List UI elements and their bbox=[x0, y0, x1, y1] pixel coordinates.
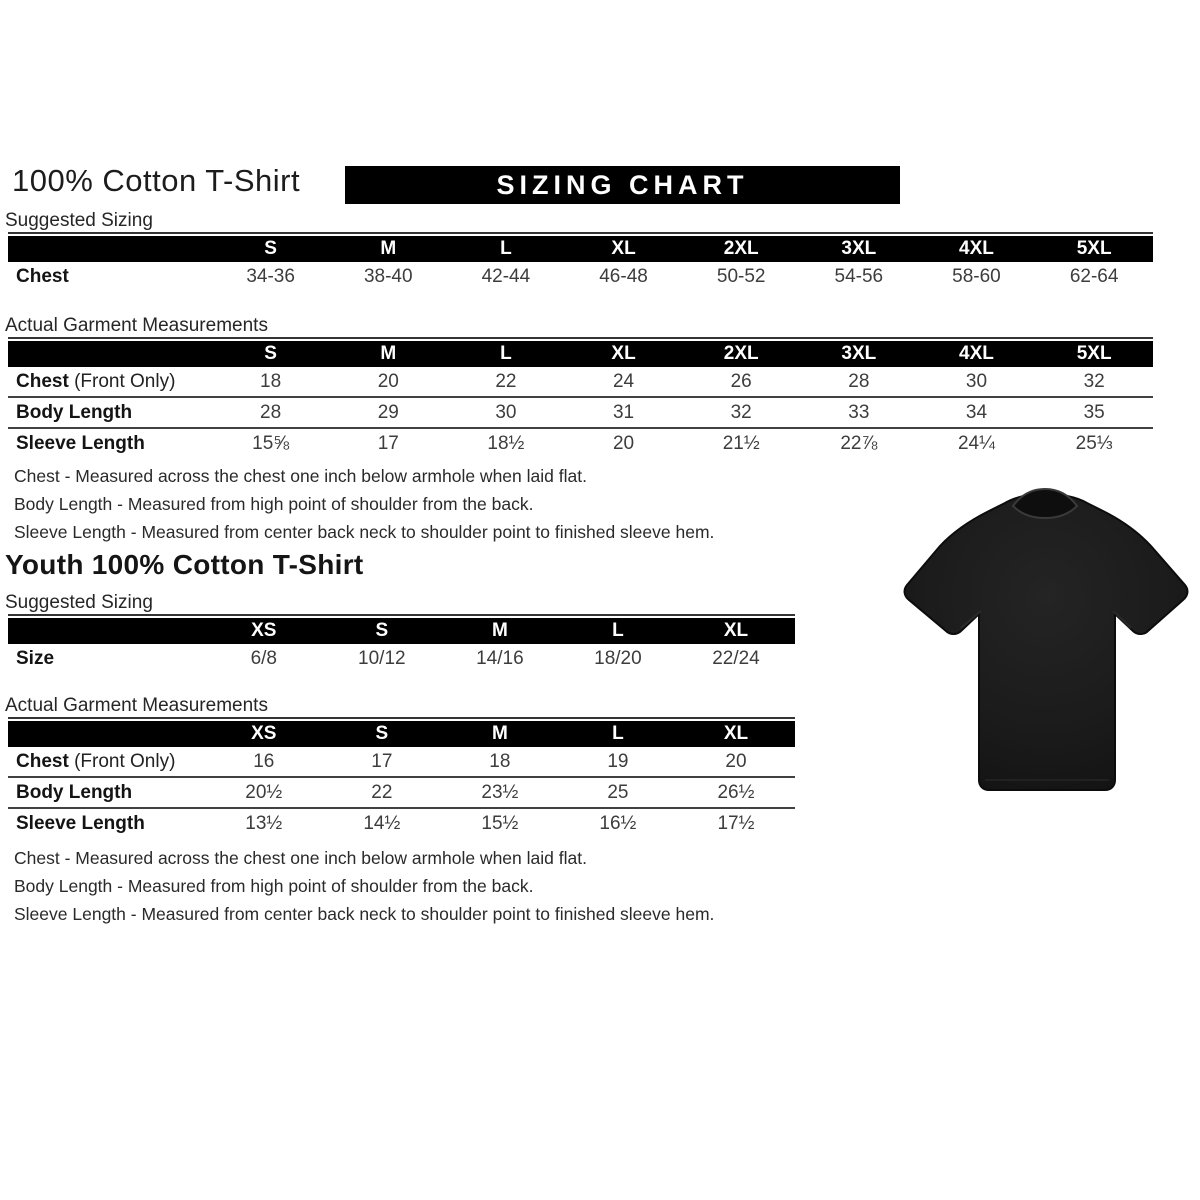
cell-value: 22 bbox=[495, 370, 517, 392]
column-header: XS bbox=[205, 721, 323, 747]
cell-value: 22/24 bbox=[712, 647, 760, 669]
cell-value: 26½ bbox=[717, 781, 755, 803]
column-header: S bbox=[323, 618, 441, 644]
black-tshirt-image bbox=[893, 480, 1198, 807]
sizing-table bbox=[8, 721, 795, 838]
adult-section-title: 100% Cotton T-Shirt bbox=[12, 163, 301, 198]
cell-value: 26 bbox=[730, 370, 752, 392]
column-header: XS bbox=[205, 618, 323, 644]
cell-value: 19 bbox=[607, 750, 629, 772]
cell-value: 32 bbox=[730, 401, 752, 423]
cell-value: 17½ bbox=[717, 812, 755, 834]
table-row bbox=[8, 367, 1153, 397]
table-row bbox=[8, 777, 795, 808]
column-header: M bbox=[329, 236, 447, 262]
adult-actual-measurements-label: Actual Garment Measurements bbox=[5, 315, 268, 336]
header-row bbox=[8, 341, 1153, 367]
note-line: Chest - Measured across the chest one inch below armhole when laid flat. bbox=[14, 466, 587, 486]
youth-measurement-notes bbox=[14, 844, 714, 928]
cell-value: 10/12 bbox=[358, 647, 406, 669]
sizing-chart-banner bbox=[345, 166, 900, 204]
cell-value: 42-44 bbox=[481, 265, 531, 287]
row-label: Chest (Front Only) bbox=[16, 370, 176, 392]
tshirt-collar bbox=[1013, 489, 1077, 518]
header-label-spacer bbox=[8, 721, 205, 747]
table-row bbox=[8, 747, 795, 777]
column-header: L bbox=[447, 236, 565, 262]
cell-value: 33 bbox=[848, 401, 870, 423]
sizing-chart-banner-label: SIZING CHART bbox=[496, 169, 749, 200]
column-header: L bbox=[447, 341, 565, 367]
cell-value: 16½ bbox=[599, 812, 637, 834]
rule-under-adult-suggested-label bbox=[8, 232, 1153, 234]
table-row bbox=[8, 428, 1153, 458]
table-row bbox=[8, 808, 795, 838]
header-row bbox=[8, 236, 1153, 262]
cell-value: 34-36 bbox=[246, 265, 295, 287]
header-row bbox=[8, 618, 795, 644]
column-header: XL bbox=[677, 618, 795, 644]
table-row bbox=[8, 262, 1153, 291]
cell-value: 30 bbox=[495, 401, 517, 423]
cell-value: 21½ bbox=[722, 432, 760, 454]
row-label: Sleeve Length bbox=[16, 432, 145, 454]
cell-value: 23½ bbox=[481, 781, 519, 803]
note-line: Chest - Measured across the chest one inch below armhole when laid flat. bbox=[14, 848, 587, 868]
column-header: L bbox=[559, 618, 677, 644]
column-header: XL bbox=[677, 721, 795, 747]
cell-value: 18 bbox=[489, 750, 511, 772]
row-label: Sleeve Length bbox=[16, 812, 145, 834]
cell-value: 13½ bbox=[245, 812, 283, 834]
column-header: 3XL bbox=[800, 341, 918, 367]
cell-value: 32 bbox=[1083, 370, 1105, 392]
adult-measurement-notes bbox=[14, 462, 714, 546]
cell-value: 18 bbox=[260, 370, 282, 392]
column-header: M bbox=[441, 721, 559, 747]
cell-value: 6/8 bbox=[250, 647, 277, 669]
cell-value: 35 bbox=[1083, 401, 1105, 423]
cell-value: 17 bbox=[377, 432, 399, 454]
column-header: 3XL bbox=[800, 236, 918, 262]
sizing-table bbox=[8, 618, 795, 673]
cell-value: 20 bbox=[725, 750, 747, 772]
cell-value: 16 bbox=[253, 750, 275, 772]
note-line: Sleeve Length - Measured from center back neck to shoulder point to finished sleeve hem. bbox=[14, 522, 715, 542]
cell-value: 28 bbox=[260, 401, 282, 423]
column-header: 4XL bbox=[918, 236, 1036, 262]
cell-value: 17 bbox=[371, 750, 393, 772]
cell-value: 58-60 bbox=[952, 265, 1001, 287]
cell-value: 28 bbox=[848, 370, 870, 392]
column-header: XL bbox=[565, 341, 683, 367]
adult-suggested-sizing-table bbox=[8, 236, 1153, 291]
cell-value: 18/20 bbox=[594, 647, 642, 669]
row-label: Body Length bbox=[16, 401, 133, 423]
cell-value: 31 bbox=[612, 401, 635, 423]
cell-value: 30 bbox=[965, 370, 988, 392]
column-header: S bbox=[212, 341, 330, 367]
cell-value: 29 bbox=[377, 401, 399, 423]
header-label-spacer bbox=[8, 341, 212, 367]
column-header: M bbox=[441, 618, 559, 644]
cell-value: 18½ bbox=[487, 432, 525, 454]
youth-section-title: Youth 100% Cotton T-Shirt bbox=[5, 549, 364, 580]
cell-value: 25⅓ bbox=[1075, 432, 1113, 454]
sizing-table bbox=[8, 236, 1153, 291]
row-label: Size bbox=[16, 647, 55, 669]
black-tshirt-vector bbox=[893, 480, 1198, 807]
youth-actual-measurements-label: Actual Garment Measurements bbox=[5, 695, 268, 716]
rule-under-youth-suggested-label bbox=[8, 614, 795, 616]
sizing-table bbox=[8, 341, 1153, 458]
column-header: XL bbox=[565, 236, 683, 262]
column-header: S bbox=[323, 721, 441, 747]
column-header: 2XL bbox=[682, 236, 800, 262]
tshirt-body bbox=[905, 494, 1188, 790]
cell-value: 24¼ bbox=[957, 432, 995, 454]
note-line: Body Length - Measured from high point of shoulder from the back. bbox=[14, 876, 534, 896]
cell-value: 22⅞ bbox=[840, 432, 878, 454]
row-label: Chest bbox=[16, 265, 69, 287]
cell-value: 50-52 bbox=[716, 265, 766, 287]
youth-actual-measurements-table bbox=[8, 721, 795, 838]
table-row bbox=[8, 644, 795, 673]
cell-value: 25 bbox=[607, 781, 629, 803]
header-label-spacer bbox=[8, 618, 205, 644]
cell-value: 38-40 bbox=[363, 265, 413, 287]
row-label: Body Length bbox=[16, 781, 133, 803]
cell-value: 20 bbox=[377, 370, 399, 392]
cell-value: 22 bbox=[371, 781, 393, 803]
youth-suggested-sizing-table bbox=[8, 618, 795, 673]
header-row bbox=[8, 721, 795, 747]
adult-actual-measurements-table bbox=[8, 341, 1153, 458]
table-row bbox=[8, 397, 1153, 428]
cell-value: 62-64 bbox=[1069, 265, 1119, 287]
column-header: 4XL bbox=[918, 341, 1036, 367]
note-line: Body Length - Measured from high point of shoulder from the back. bbox=[14, 494, 534, 514]
cell-value: 14½ bbox=[363, 812, 401, 834]
adult-suggested-sizing-label: Suggested Sizing bbox=[5, 210, 153, 231]
column-header: 5XL bbox=[1035, 341, 1153, 367]
row-label-suffix: (Front Only) bbox=[68, 370, 176, 392]
column-header: 5XL bbox=[1035, 236, 1153, 262]
rule-under-youth-actual-label bbox=[8, 717, 795, 719]
cell-value: 20 bbox=[612, 432, 635, 454]
row-label: Chest (Front Only) bbox=[16, 750, 176, 772]
header-label-spacer bbox=[8, 236, 212, 262]
column-header: S bbox=[212, 236, 330, 262]
youth-suggested-sizing-label: Suggested Sizing bbox=[5, 592, 153, 613]
note-line: Sleeve Length - Measured from center back neck to shoulder point to finished sleeve hem. bbox=[14, 904, 715, 924]
row-label-suffix: (Front Only) bbox=[68, 750, 176, 772]
cell-value: 54-56 bbox=[834, 265, 884, 287]
column-header: L bbox=[559, 721, 677, 747]
cell-value: 15⅝ bbox=[252, 432, 290, 454]
column-header: 2XL bbox=[682, 341, 800, 367]
cell-value: 24 bbox=[612, 370, 635, 392]
cell-value: 34 bbox=[965, 401, 988, 423]
cell-value: 14/16 bbox=[476, 647, 524, 669]
rule-under-adult-actual-label bbox=[8, 337, 1153, 339]
column-header: M bbox=[329, 341, 447, 367]
cell-value: 46-48 bbox=[599, 265, 648, 287]
cell-value: 20½ bbox=[245, 781, 283, 803]
cell-value: 15½ bbox=[481, 812, 519, 834]
